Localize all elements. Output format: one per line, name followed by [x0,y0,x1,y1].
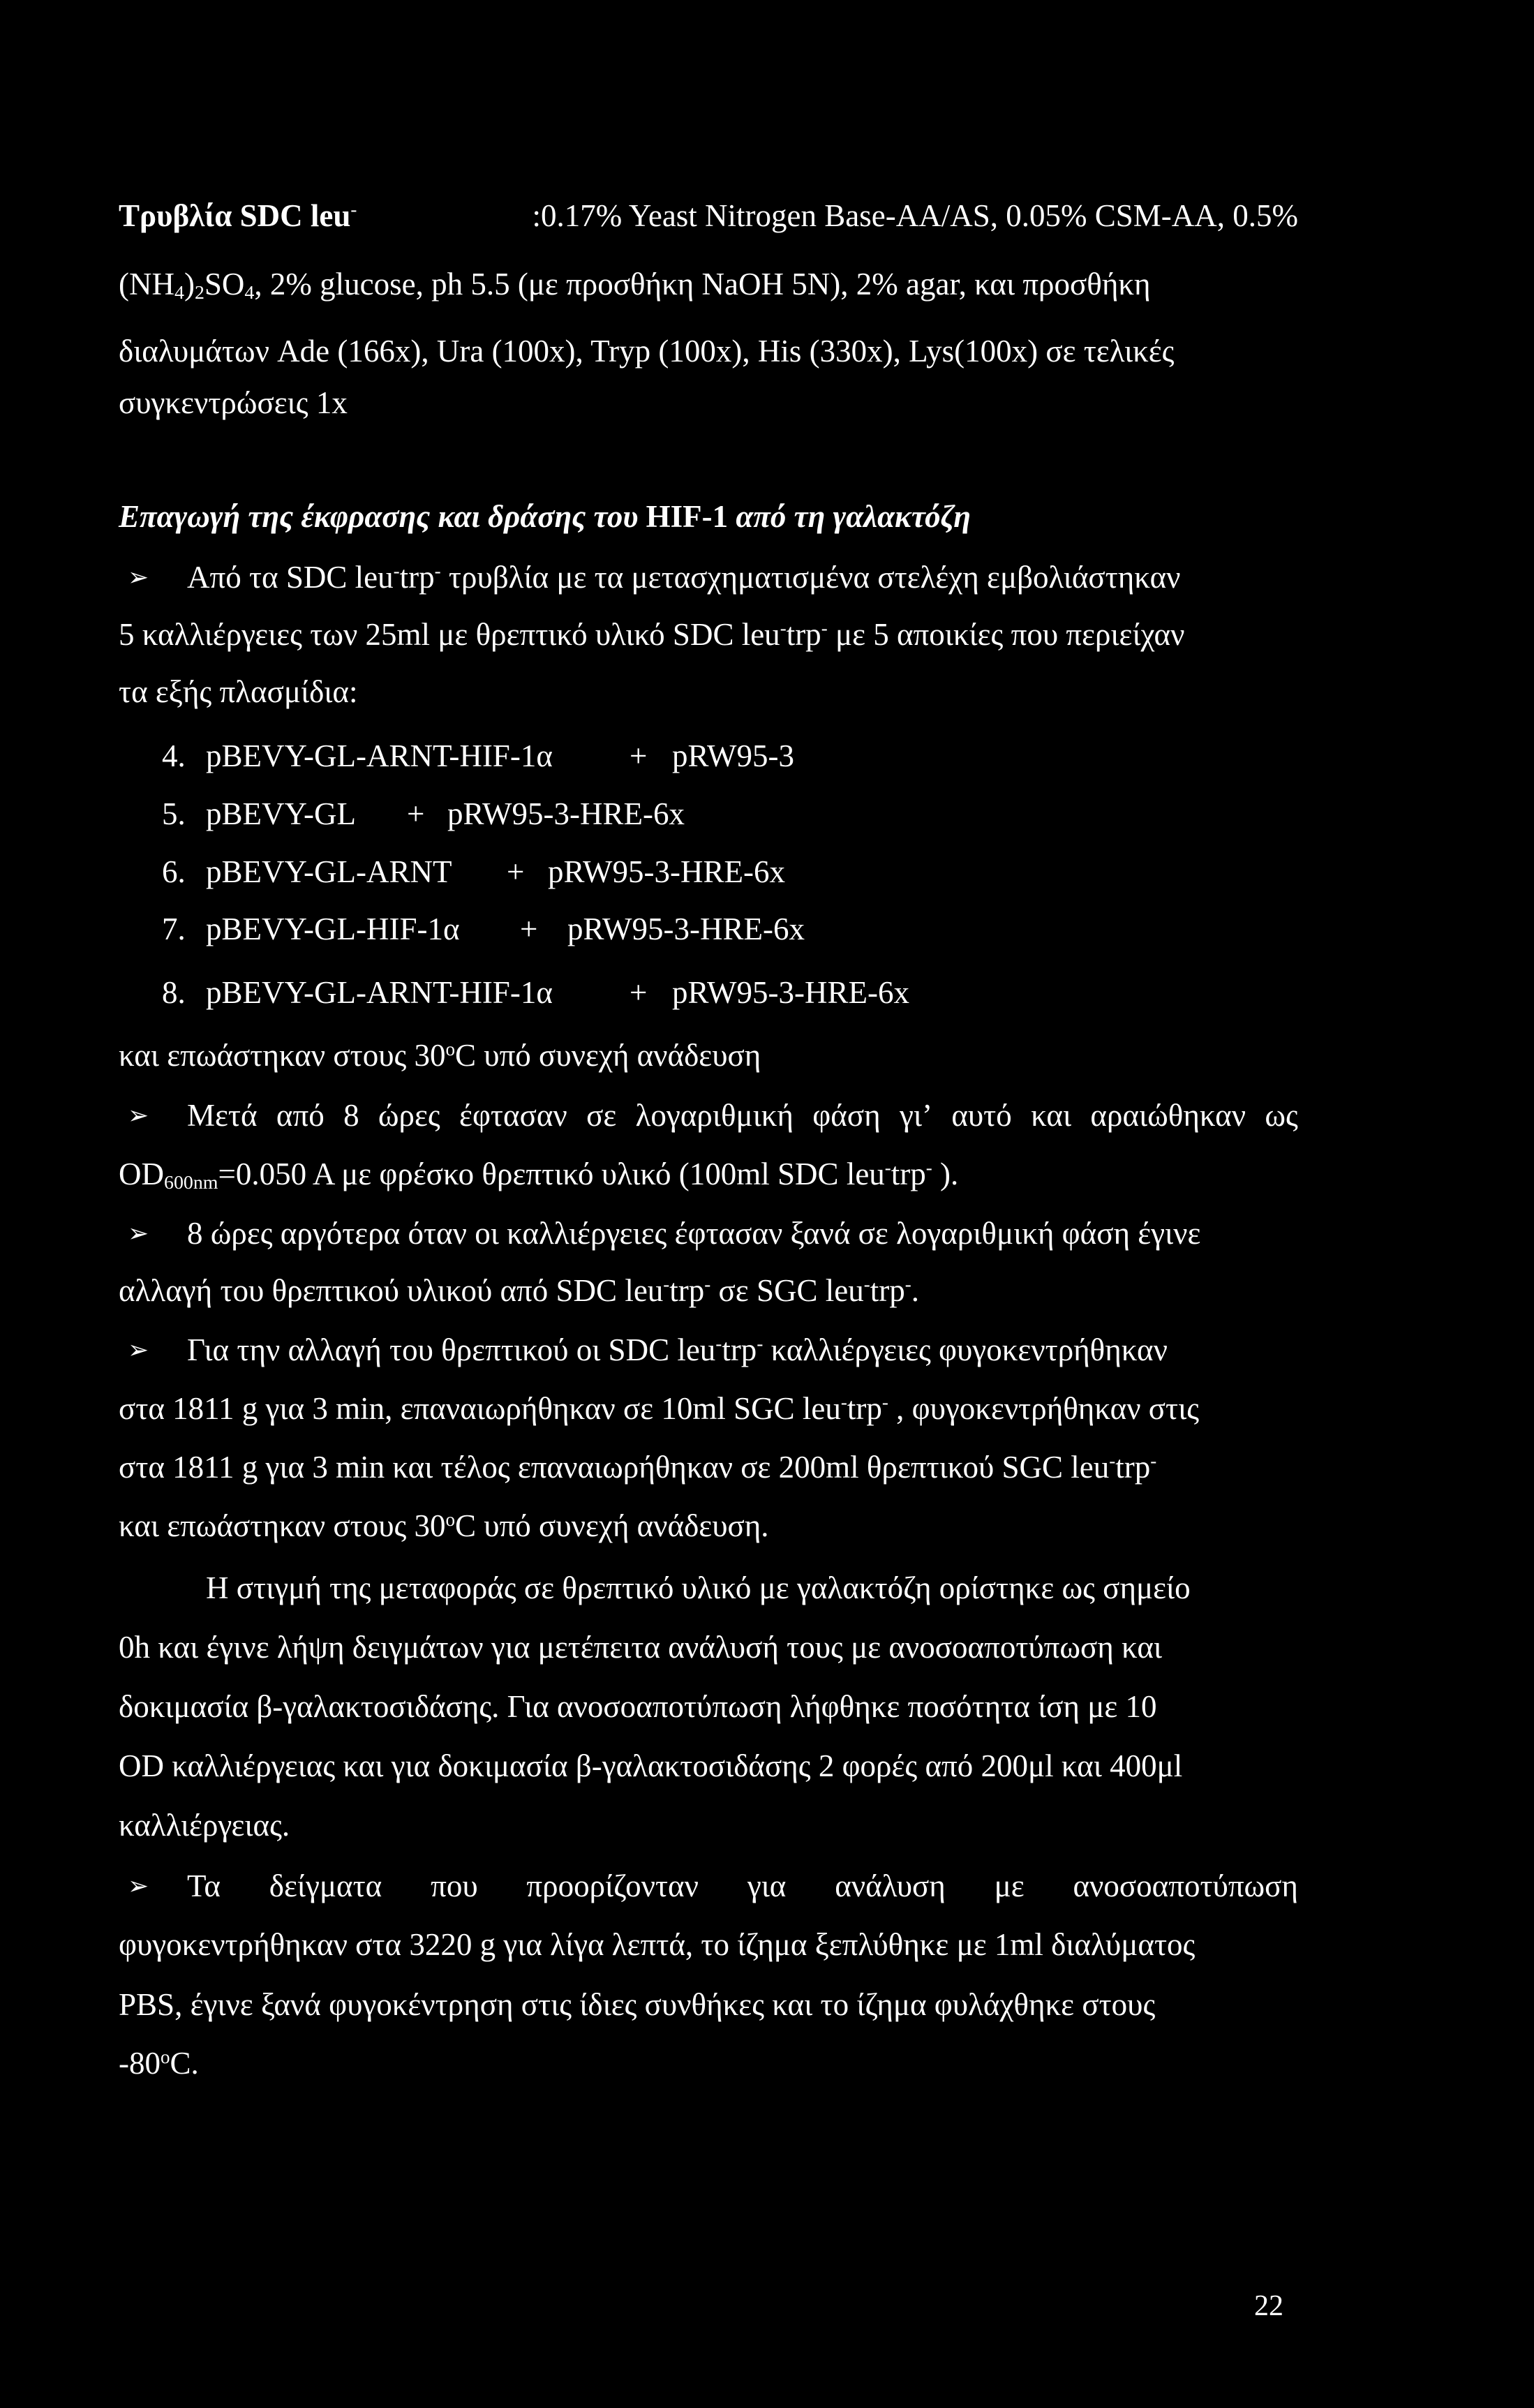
bullet-arrow-icon: ➢ [128,1101,149,1130]
word: προορίζονταν [526,1868,699,1903]
bullet4-line4: και επωάστηκαν στους 30$^o$C υπό συνεχή ανάδευση. [119,1508,769,1543]
word: δείγματα [269,1868,382,1903]
plasmid-plus: + [630,738,648,773]
word: σε [586,1098,617,1133]
word: έφτασαν [459,1098,567,1133]
para2-line1: Η στιγμή της μεταφοράς σε θρεπτικό υλικό με γαλακτόζη ορίστηκε ως σημείο [206,1570,1191,1605]
page-number: 22 [1254,2290,1283,2322]
bullet5-line3: PBS, έγινε ξανά φυγοκέντρηση στις ίδιες συνθήκες και το ίζημα φυλάχθηκε στους [119,1987,1156,2022]
bullet1-line3: τα εξής πλασμίδια: [119,674,358,709]
word: Μετά [187,1098,258,1133]
para2-line4: OD καλλιέργειας και για δοκιμασία β-γαλακτοσιδάσης 2 φορές από 200μl και 400μl [119,1748,1183,1783]
para1-line1: Τρυβλία SDC leu- :0.17% Yeast Nitrogen Base-AA/AS, 0.05% CSM-AA, 0.5% [119,198,1298,233]
word: 8 [343,1098,359,1133]
para1-label: Τρυβλία SDC leu [119,198,351,233]
word: αραιώθηκαν [1090,1098,1246,1133]
word: ανοσοαποτύπωση [1073,1868,1298,1903]
bullet-arrow-icon: ➢ [128,1336,149,1365]
bullet-arrow-icon: ➢ [128,1872,149,1901]
plasmid-first: pBEVY-GL-HIF-1α [206,912,460,946]
plasmid-first: pBEVY-GL [206,796,356,831]
plasmid-number: 5. [162,796,186,831]
word: που [431,1868,478,1903]
bullet3-line1: 8 ώρες αργότερα όταν οι καλλιέργειες έφτασαν ξανά σε λογαριθμική φάση έγινε [187,1216,1201,1251]
plasmid-first: pBEVY-GL-ARNT-HIF-1α [206,975,553,1010]
bullet4-line3: στα 1811 g για 3 min και τέλος επαναιωρήθηκαν σε 200ml θρεπτικού SGC leu-trp- [119,1450,1157,1485]
plasmid-number: 8. [162,975,186,1010]
incubation-line: και επωάστηκαν στους 30$^o$C υπό συνεχή ανάδευση [119,1038,761,1073]
bullet-arrow-icon: ➢ [128,1219,149,1248]
bullet1-line1: Από τα SDC leu-trp- τρυβλία με τα μετασχηματισμένα στελέχη εμβολιάστηκαν [187,560,1181,595]
bullet5-line4: -80$^o$C. [119,2046,199,2081]
plasmid-plus: + [407,796,425,831]
para2-line5: καλλιέργειας. [119,1808,290,1843]
plasmid-plus: + [520,912,538,946]
bullet-arrow-icon: ➢ [128,563,149,592]
bullet4-line1: Για την αλλαγή του θρεπτικού οι SDC leu-trp- καλλιέργειες φυγοκεντρήθηκαν [187,1332,1168,1367]
plasmid-second: pRW95-3-HRE-6x [672,975,909,1010]
para1-line3: διαλυμάτων Ade (166x), Ura (100x), Tryp (100x), His (330x), Lys(100x) σε τελικές [119,334,1175,369]
word: από [276,1098,325,1133]
word: με [994,1868,1025,1903]
word: ώρες [378,1098,440,1133]
plasmid-number: 7. [162,912,186,946]
word: φάση [812,1098,881,1133]
para1-line1-text: :0.17% Yeast Nitrogen Base-AA/AS, 0.05% CSM-AA, 0.5% [524,198,1298,233]
plasmid-plus: + [507,854,525,889]
bullet2-line1 [187,1100,1298,1131]
bullet3-line2: αλλαγή του θρεπτικού υλικού από SDC leu-trp- σε SGC leu-trp-. [119,1273,919,1308]
para2-line3: δοκιμασία β-γαλακτοσιδάσης. Για ανοσοαποτύπωση λήφθηκε ποσότητα ίση με 10 [119,1689,1157,1724]
word: λογαριθμική [635,1098,794,1133]
word: ανάλυση [835,1868,946,1903]
word: αυτό [951,1098,1012,1133]
bullet5-line1 [187,1868,1298,1903]
section-heading: Επαγωγή της έκφρασης και δράσης του HIF-1 από τη γαλακτόζη [119,499,971,534]
plasmid-number: 6. [162,854,186,889]
plasmid-first: pBEVY-GL-ARNT [206,854,452,889]
bullet2-line2: $OD_{600nm}=0.050$ A με φρέσκο θρεπτικό υλικό (100ml SDC leu-trp- ). [119,1157,959,1194]
plasmid-second: pRW95-3 [672,738,794,773]
plasmid-first: pBEVY-GL-ARNT-HIF-1α [206,738,553,773]
bullet5-line2: φυγοκεντρήθηκαν στα 3220 g για λίγα λεπτά, το ίζημα ξεπλύθηκε με 1ml διαλύματος [119,1927,1196,1962]
para2-line2: 0h και έγινε λήψη δειγμάτων για μετέπειτα ανάλυσή τους με ανοσοαποτύπωση και [119,1630,1163,1665]
word: γι’ [899,1098,932,1133]
word: και [1031,1098,1072,1133]
word: για [747,1868,787,1903]
bullet4-line2: στα 1811 g για 3 min, επαναιωρήθηκαν σε 10ml SGC leu-trp- , φυγοκεντρήθηκαν στις [119,1391,1200,1426]
plasmid-plus: + [630,975,648,1010]
bullet1-line2: 5 καλλιέργειες των 25ml με θρεπτικό υλικό SDC leu-trp- με 5 αποικίες που περιείχαν [119,617,1185,652]
plasmid-second: pRW95-3-HRE-6x [447,796,685,831]
word: ως [1265,1098,1298,1133]
plasmid-second: pRW95-3-HRE-6x [567,912,805,946]
plasmid-number: 4. [162,738,186,773]
plasmid-second: pRW95-3-HRE-6x [548,854,785,889]
para1-line2: $(NH_4)_2SO_4$, 2% glucose, ph 5.5 (με προσθήκη NaOH 5N), 2% agar, και προσθήκη [119,267,1151,304]
word: Τα [187,1868,221,1903]
para1-line4: συγκεντρώσεις 1x [119,385,348,420]
